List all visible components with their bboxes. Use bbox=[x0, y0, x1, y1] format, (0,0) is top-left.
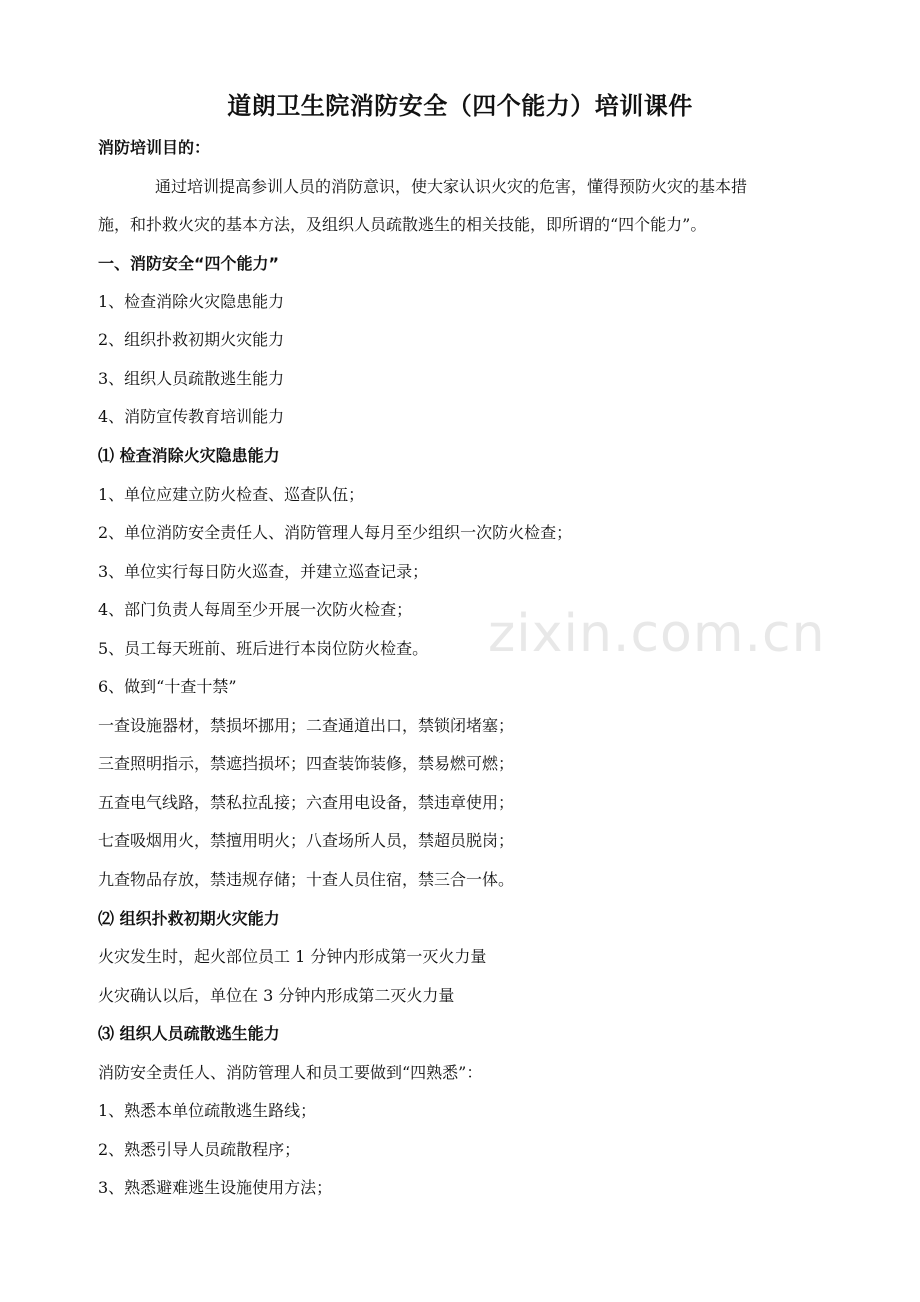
subsection-1-heading: ⑴ 检查消除火灾隐患能力 bbox=[98, 446, 280, 465]
document-title: 道朗卫生院消防安全（四个能力）培训课件 bbox=[227, 92, 693, 120]
purpose-text-line-2: 施，和扑救火灾的基本方法，及组织人员疏散逃生的相关技能，即所谓的“四个能力”。 bbox=[98, 215, 707, 234]
section-1-heading: 一、消防安全“四个能力” bbox=[98, 254, 280, 273]
evacuation-item: 1、熟悉本单位疏散逃生路线； bbox=[98, 1101, 317, 1120]
inspection-item: 4、部门负责人每周至少开展一次防火检查； bbox=[98, 600, 413, 619]
ten-checks-line: 九查物品存放，禁违规存储；十查人员住宿，禁三合一体。 bbox=[98, 870, 515, 889]
ability-item: 4、消防宣传教育培训能力 bbox=[98, 407, 285, 426]
ability-item: 3、组织人员疏散逃生能力 bbox=[98, 369, 285, 388]
purpose-heading: 消防培训目的： bbox=[98, 138, 211, 157]
ten-checks-line: 一查设施器材，禁损坏挪用；二查通道出口，禁锁闭堵塞； bbox=[98, 716, 515, 735]
ability-item: 2、组织扑救初期火灾能力 bbox=[98, 330, 285, 349]
firefighting-item: 火灾发生时，起火部位员工 1 分钟内形成第一灭火力量 bbox=[98, 947, 487, 966]
ten-checks-line: 五查电气线路，禁私拉乱接；六查用电设备，禁违章使用； bbox=[98, 793, 515, 812]
watermark: zixin.com.cn bbox=[488, 604, 826, 664]
inspection-item: 3、单位实行每日防火巡查，并建立巡查记录； bbox=[98, 562, 429, 581]
inspection-item: 2、单位消防安全责任人、消防管理人每月至少组织一次防火检查； bbox=[98, 523, 573, 542]
subsection-2-heading: ⑵ 组织扑救初期火灾能力 bbox=[98, 909, 280, 928]
subsection-3-heading: ⑶ 组织人员疏散逃生能力 bbox=[98, 1024, 280, 1043]
evacuation-intro: 消防安全责任人、消防管理人和员工要做到“四熟悉”： bbox=[98, 1063, 483, 1082]
purpose-text-line-1: 通过培训提高参训人员的消防意识，使大家认识火灾的危害，懂得预防火灾的基本措 bbox=[155, 177, 748, 196]
firefighting-item: 火灾确认以后，单位在 3 分钟内形成第二灭火力量 bbox=[98, 986, 455, 1005]
inspection-item: 1、单位应建立防火检查、巡查队伍； bbox=[98, 485, 365, 504]
ten-checks-line: 七查吸烟用火，禁擅用明火；八查场所人员，禁超员脱岗； bbox=[98, 831, 515, 850]
inspection-item: 6、做到“十查十禁” bbox=[98, 677, 237, 696]
evacuation-item: 3、熟悉避难逃生设施使用方法； bbox=[98, 1178, 333, 1197]
inspection-item: 5、员工每天班前、班后进行本岗位防火检查。 bbox=[98, 639, 429, 658]
ability-item: 1、检查消除火灾隐患能力 bbox=[98, 292, 285, 311]
evacuation-item: 2、熟悉引导人员疏散程序； bbox=[98, 1140, 301, 1159]
ten-checks-line: 三查照明指示，禁遮挡损坏；四查装饰装修，禁易燃可燃； bbox=[98, 754, 515, 773]
